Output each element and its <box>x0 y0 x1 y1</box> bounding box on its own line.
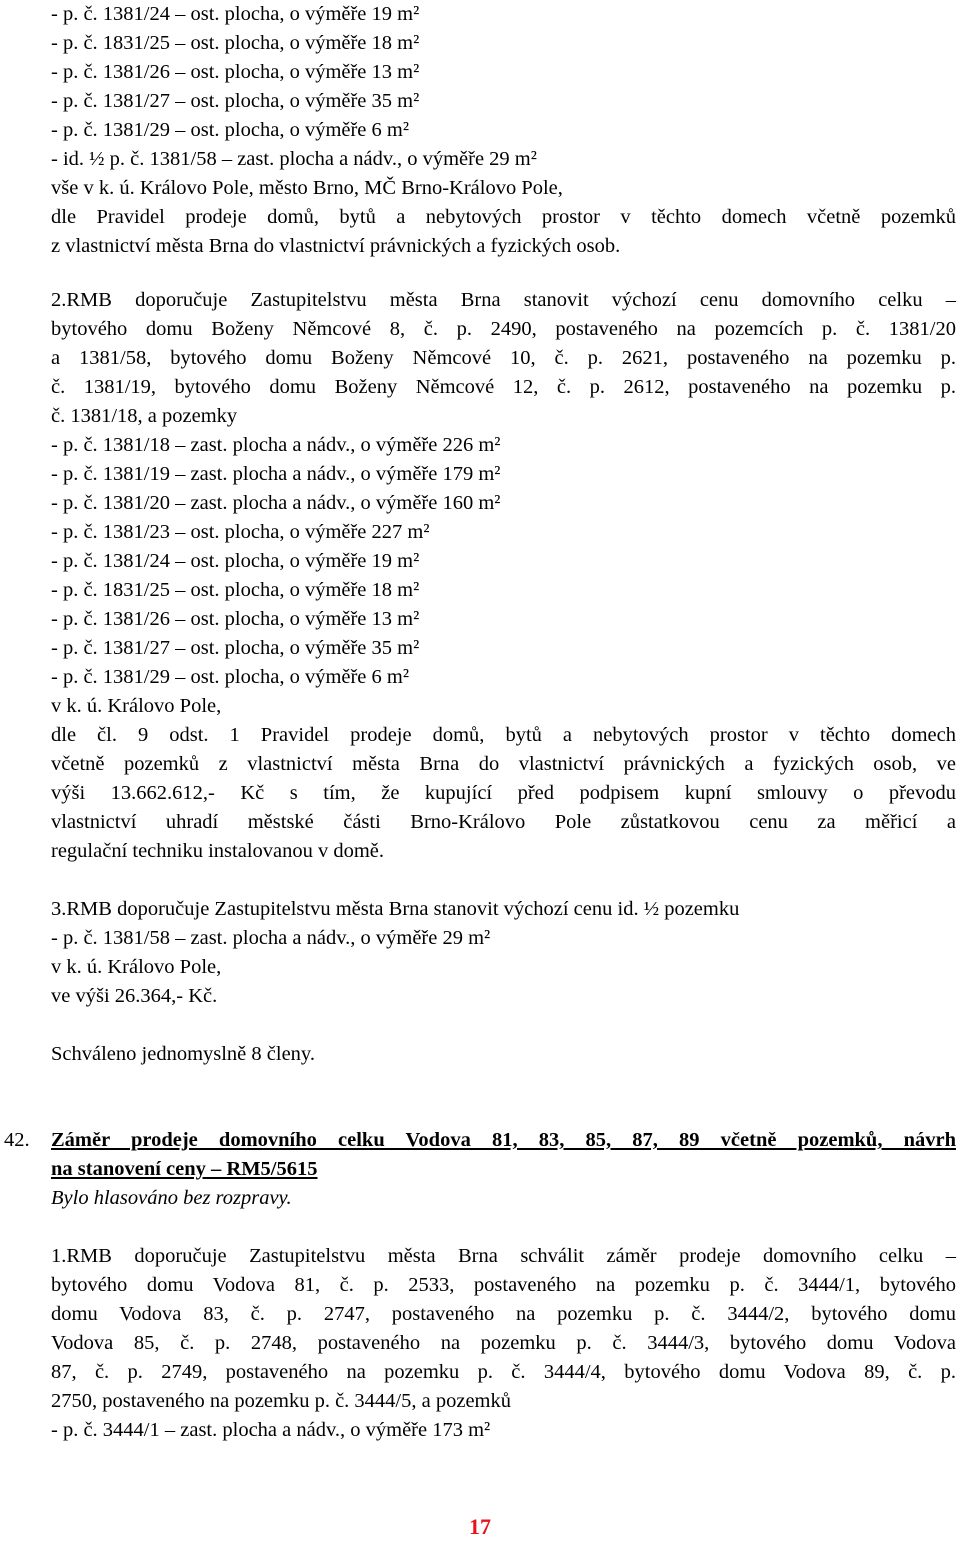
paragraph-line: 87, č. p. 2749, postaveného na pozemku p. č. 3444/4, bytového domu Vodova 89, č. p. <box>51 1361 956 1383</box>
paragraph-line: 3.RMB doporučuje Zastupitelstvu města Brna stanovit výchozí cenu id. ½ pozemku <box>51 898 740 920</box>
list-item: - p. č. 1381/26 – ost. plocha, o výměře 13 m² <box>51 608 420 630</box>
list-item: - p. č. 1381/58 – zast. plocha a nádv., o výměře 29 m² <box>51 927 491 949</box>
paragraph-line: v k. ú. Královo Pole, <box>51 956 222 978</box>
list-item: - p. č. 1831/25 – ost. plocha, o výměře 18 m² <box>51 32 420 54</box>
paragraph-line: Vodova 85, č. p. 2748, postaveného na pozemku p. č. 3444/3, bytového domu Vodova <box>51 1332 956 1354</box>
paragraph-line: ve výši 26.364,- Kč. <box>51 985 218 1007</box>
paragraph-line: a 1381/58, bytového domu Boženy Němcové 10, č. p. 2621, postaveného na pozemku p. <box>51 347 956 369</box>
list-item: - p. č. 1381/27 – ost. plocha, o výměře 35 m² <box>51 637 420 659</box>
list-item: - id. ½ p. č. 1381/58 – zast. plocha a nádv., o výměře 29 m² <box>51 148 537 170</box>
list-item: - p. č. 1381/23 – ost. plocha, o výměře 227 m² <box>51 521 430 543</box>
section-number: 42. <box>4 1129 30 1151</box>
list-item: - p. č. 1381/20 – zast. plocha a nádv., o výměře 160 m² <box>51 492 501 514</box>
list-item: - p. č. 1381/24 – ost. plocha, o výměře 19 m² <box>51 550 420 572</box>
list-item: - p. č. 1381/27 – ost. plocha, o výměře 35 m² <box>51 90 420 112</box>
paragraph-line: vše v k. ú. Královo Pole, město Brno, MČ Brno-Královo Pole, <box>51 177 563 199</box>
section-note: Bylo hlasováno bez rozpravy. <box>51 1187 292 1209</box>
paragraph-line: vlastnictví uhradí městské části Brno-Královo Pole zůstatkovou cenu za měřicí a <box>51 811 956 833</box>
list-item: - p. č. 1381/18 – zast. plocha a nádv., o výměře 226 m² <box>51 434 501 456</box>
paragraph-line: v k. ú. Královo Pole, <box>51 695 222 717</box>
paragraph-line: z vlastnictví města Brna do vlastnictví právnických a fyzických osob. <box>51 235 621 257</box>
paragraph-line: domu Vodova 83, č. p. 2747, postaveného na pozemku p. č. 3444/2, bytového domu <box>51 1303 956 1325</box>
section-title: na stanovení ceny – RM5/5615 <box>51 1158 318 1180</box>
list-item: - p. č. 1381/29 – ost. plocha, o výměře 6 m² <box>51 666 409 688</box>
paragraph-line: 1.RMB doporučuje Zastupitelstvu města Brna schválit záměr prodeje domovního celku – <box>51 1245 956 1267</box>
list-item: - p. č. 3444/1 – zast. plocha a nádv., o výměře 173 m² <box>51 1419 491 1441</box>
page-number: 17 <box>469 1514 491 1539</box>
paragraph-line: včetně pozemků z vlastnictví města Brna do vlastnictví právnických a fyzických osob, ve <box>51 753 956 775</box>
paragraph-line: č. 1381/18, a pozemky <box>51 405 238 427</box>
paragraph-line: 2.RMB doporučuje Zastupitelstvu města Brna stanovit výchozí cenu domovního celku – <box>51 289 956 311</box>
paragraph-line: 2750, postaveného na pozemku p. č. 3444/5, a pozemků <box>51 1390 511 1412</box>
list-item: - p. č. 1381/24 – ost. plocha, o výměře 19 m² <box>51 3 420 25</box>
paragraph-line: regulační techniku instalovanou v domě. <box>51 840 385 862</box>
paragraph-line: bytového domu Vodova 81, č. p. 2533, postaveného na pozemku p. č. 3444/1, bytového <box>51 1274 956 1296</box>
approval-note: Schváleno jednomyslně 8 členy. <box>51 1043 315 1065</box>
paragraph-line: č. 1381/19, bytového domu Boženy Němcové 12, č. p. 2612, postaveného na pozemku p. <box>51 376 956 398</box>
list-item: - p. č. 1831/25 – ost. plocha, o výměře 18 m² <box>51 579 420 601</box>
list-item: - p. č. 1381/29 – ost. plocha, o výměře 6 m² <box>51 119 409 141</box>
paragraph-line: bytového domu Boženy Němcové 8, č. p. 2490, postaveného na pozemcích p. č. 1381/20 <box>51 318 956 340</box>
paragraph-line: dle čl. 9 odst. 1 Pravidel prodeje domů, bytů a nebytových prostor v těchto domech <box>51 724 956 746</box>
paragraph-line: výši 13.662.612,- Kč s tím, že kupující před podpisem kupní smlouvy o převodu <box>51 782 956 804</box>
list-item: - p. č. 1381/19 – zast. plocha a nádv., o výměře 179 m² <box>51 463 501 485</box>
section-title: Záměr prodeje domovního celku Vodova 81, 83, 85, 87, 89 včetně pozemků, návrh <box>51 1129 956 1151</box>
list-item: - p. č. 1381/26 – ost. plocha, o výměře 13 m² <box>51 61 420 83</box>
paragraph-line: dle Pravidel prodeje domů, bytů a nebytových prostor v těchto domech včetně pozemků <box>51 206 956 228</box>
